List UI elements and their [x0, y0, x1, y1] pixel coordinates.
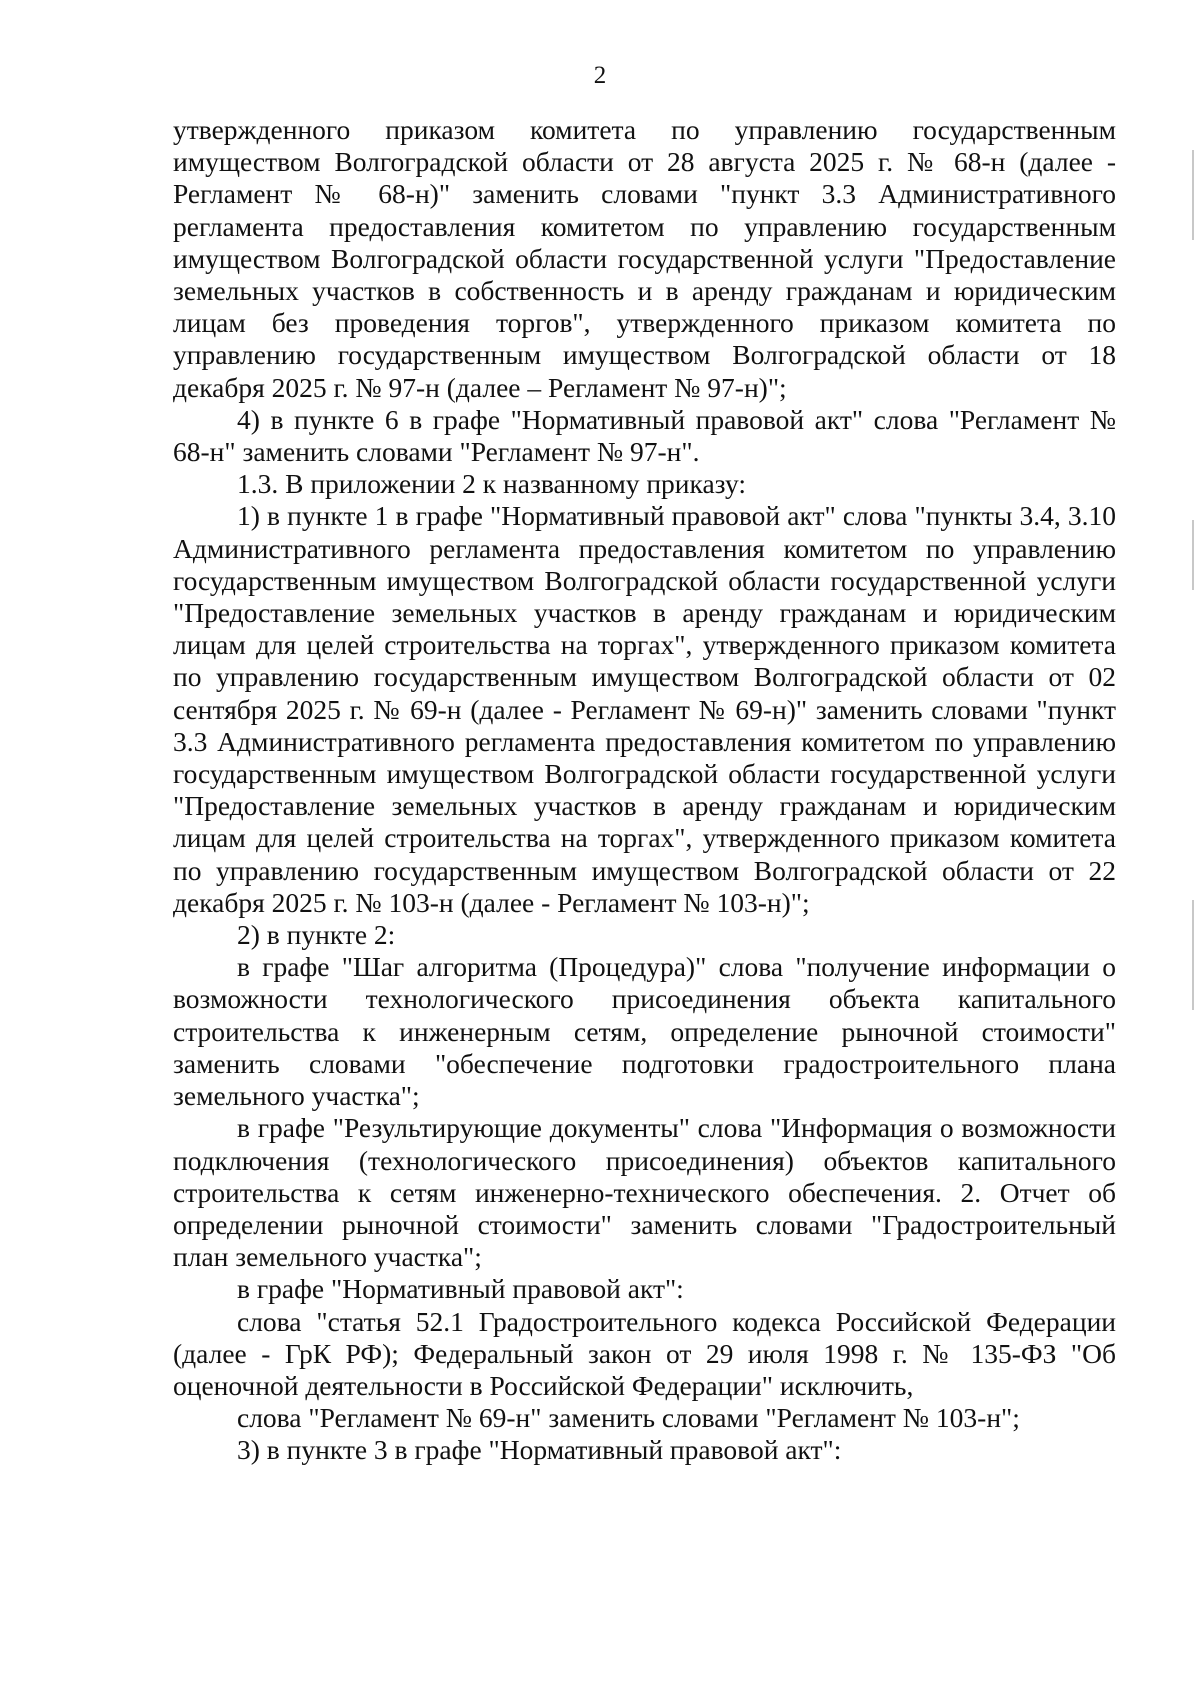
- paragraph-item-2: 2) в пункте 2:: [237, 919, 396, 951]
- scan-edge-mark: [1192, 150, 1194, 240]
- paragraph-result-documents: в графе "Результирующие документы" слова "Информация о возможности подключения (технологического присоединения) объектов капитального строительства к сетям инженерно-технического обеспечения. 2. Отчет об определении рыночной стоимости" заменить словами "Градостроительный план земельного участка";: [173, 1112, 1116, 1273]
- page-number: 2: [593, 62, 607, 89]
- paragraph-normative-act-column: в графе "Нормативный правовой акт":: [237, 1273, 684, 1305]
- paragraph-continuation: утвержденного приказом комитета по управлению государственным имуществом Волгоградской области от 28 августа 2025 г. № 68-н (далее - Регламент № 68-н)" заменить словами "пункт 3.3 Административного регламента предоставления комитетом по управлению государственным имуществом Волгоградской области государственной услуги "Предоставление земельных участков в собственность и в аренду гражданам и юридическим лицам без проведения торгов", утвержденного приказом комитета по управлению государственным имуществом Волгоградской области от 18 декабря 2025 г. № 97-н (далее – Регламент № 97-н)";: [173, 114, 1116, 403]
- paragraph-item-4: 4) в пункте 6 в графе "Нормативный правовой акт" слова "Регламент № 68-н" заменить словами "Регламент № 97-н".: [173, 403, 1116, 468]
- scan-edge-mark: [1192, 520, 1194, 590]
- scan-edge-mark: [1192, 900, 1194, 1010]
- document-body: [173, 114, 1116, 1467]
- paragraph-item-3: 3) в пункте 3 в графе "Нормативный правовой акт":: [237, 1434, 842, 1466]
- paragraph-item-1: 1) в пункте 1 в графе "Нормативный правовой акт" слова "пункты 3.4, 3.10 Административного регламента предоставления комитетом по управлению государственным имуществом Волгоградской области государственной услуги "Предоставление земельных участков в аренду гражданам и юридическим лицам для целей строительства на торгах", утвержденного приказом комитета по управлению государственным имуществом Волгоградской области от 02 сентября 2025 г. № 69-н (далее - Регламент № 69-н)" заменить словами "пункт 3.3 Административного регламента предоставления комитетом по управлению государственным имуществом Волгоградской области государственной услуги "Предоставление земельных участков в аренду гражданам и юридическим лицам для целей строительства на торгах", утвержденного приказом комитета по управлению государственным имуществом Волгоградской области от 22 декабря 2025 г. № 103-н (далее - Регламент № 103-н)";: [173, 500, 1116, 918]
- paragraph-step-column: в графе "Шаг алгоритма (Процедура)" слова "получение информации о возможности технологического присоединения объекта капитального строительства к инженерным сетям, определение рыночной стоимости" заменить словами "обеспечение подготовки градостроительного плана земельного участка";: [173, 951, 1116, 1112]
- paragraph-section-1-3: 1.3. В приложении 2 к названному приказу:: [237, 468, 746, 500]
- paragraph-exclude-words: слова "статья 52.1 Градостроительного кодекса Российской Федерации (далее - ГрК РФ); Федеральный закон от 29 июля 1998 г. № 135-ФЗ "Об оценочной деятельности в Российской Федерации" исключить,: [173, 1305, 1116, 1401]
- paragraph-replace-regulation: слова "Регламент № 69-н" заменить словами "Регламент № 103-н";: [237, 1402, 1020, 1434]
